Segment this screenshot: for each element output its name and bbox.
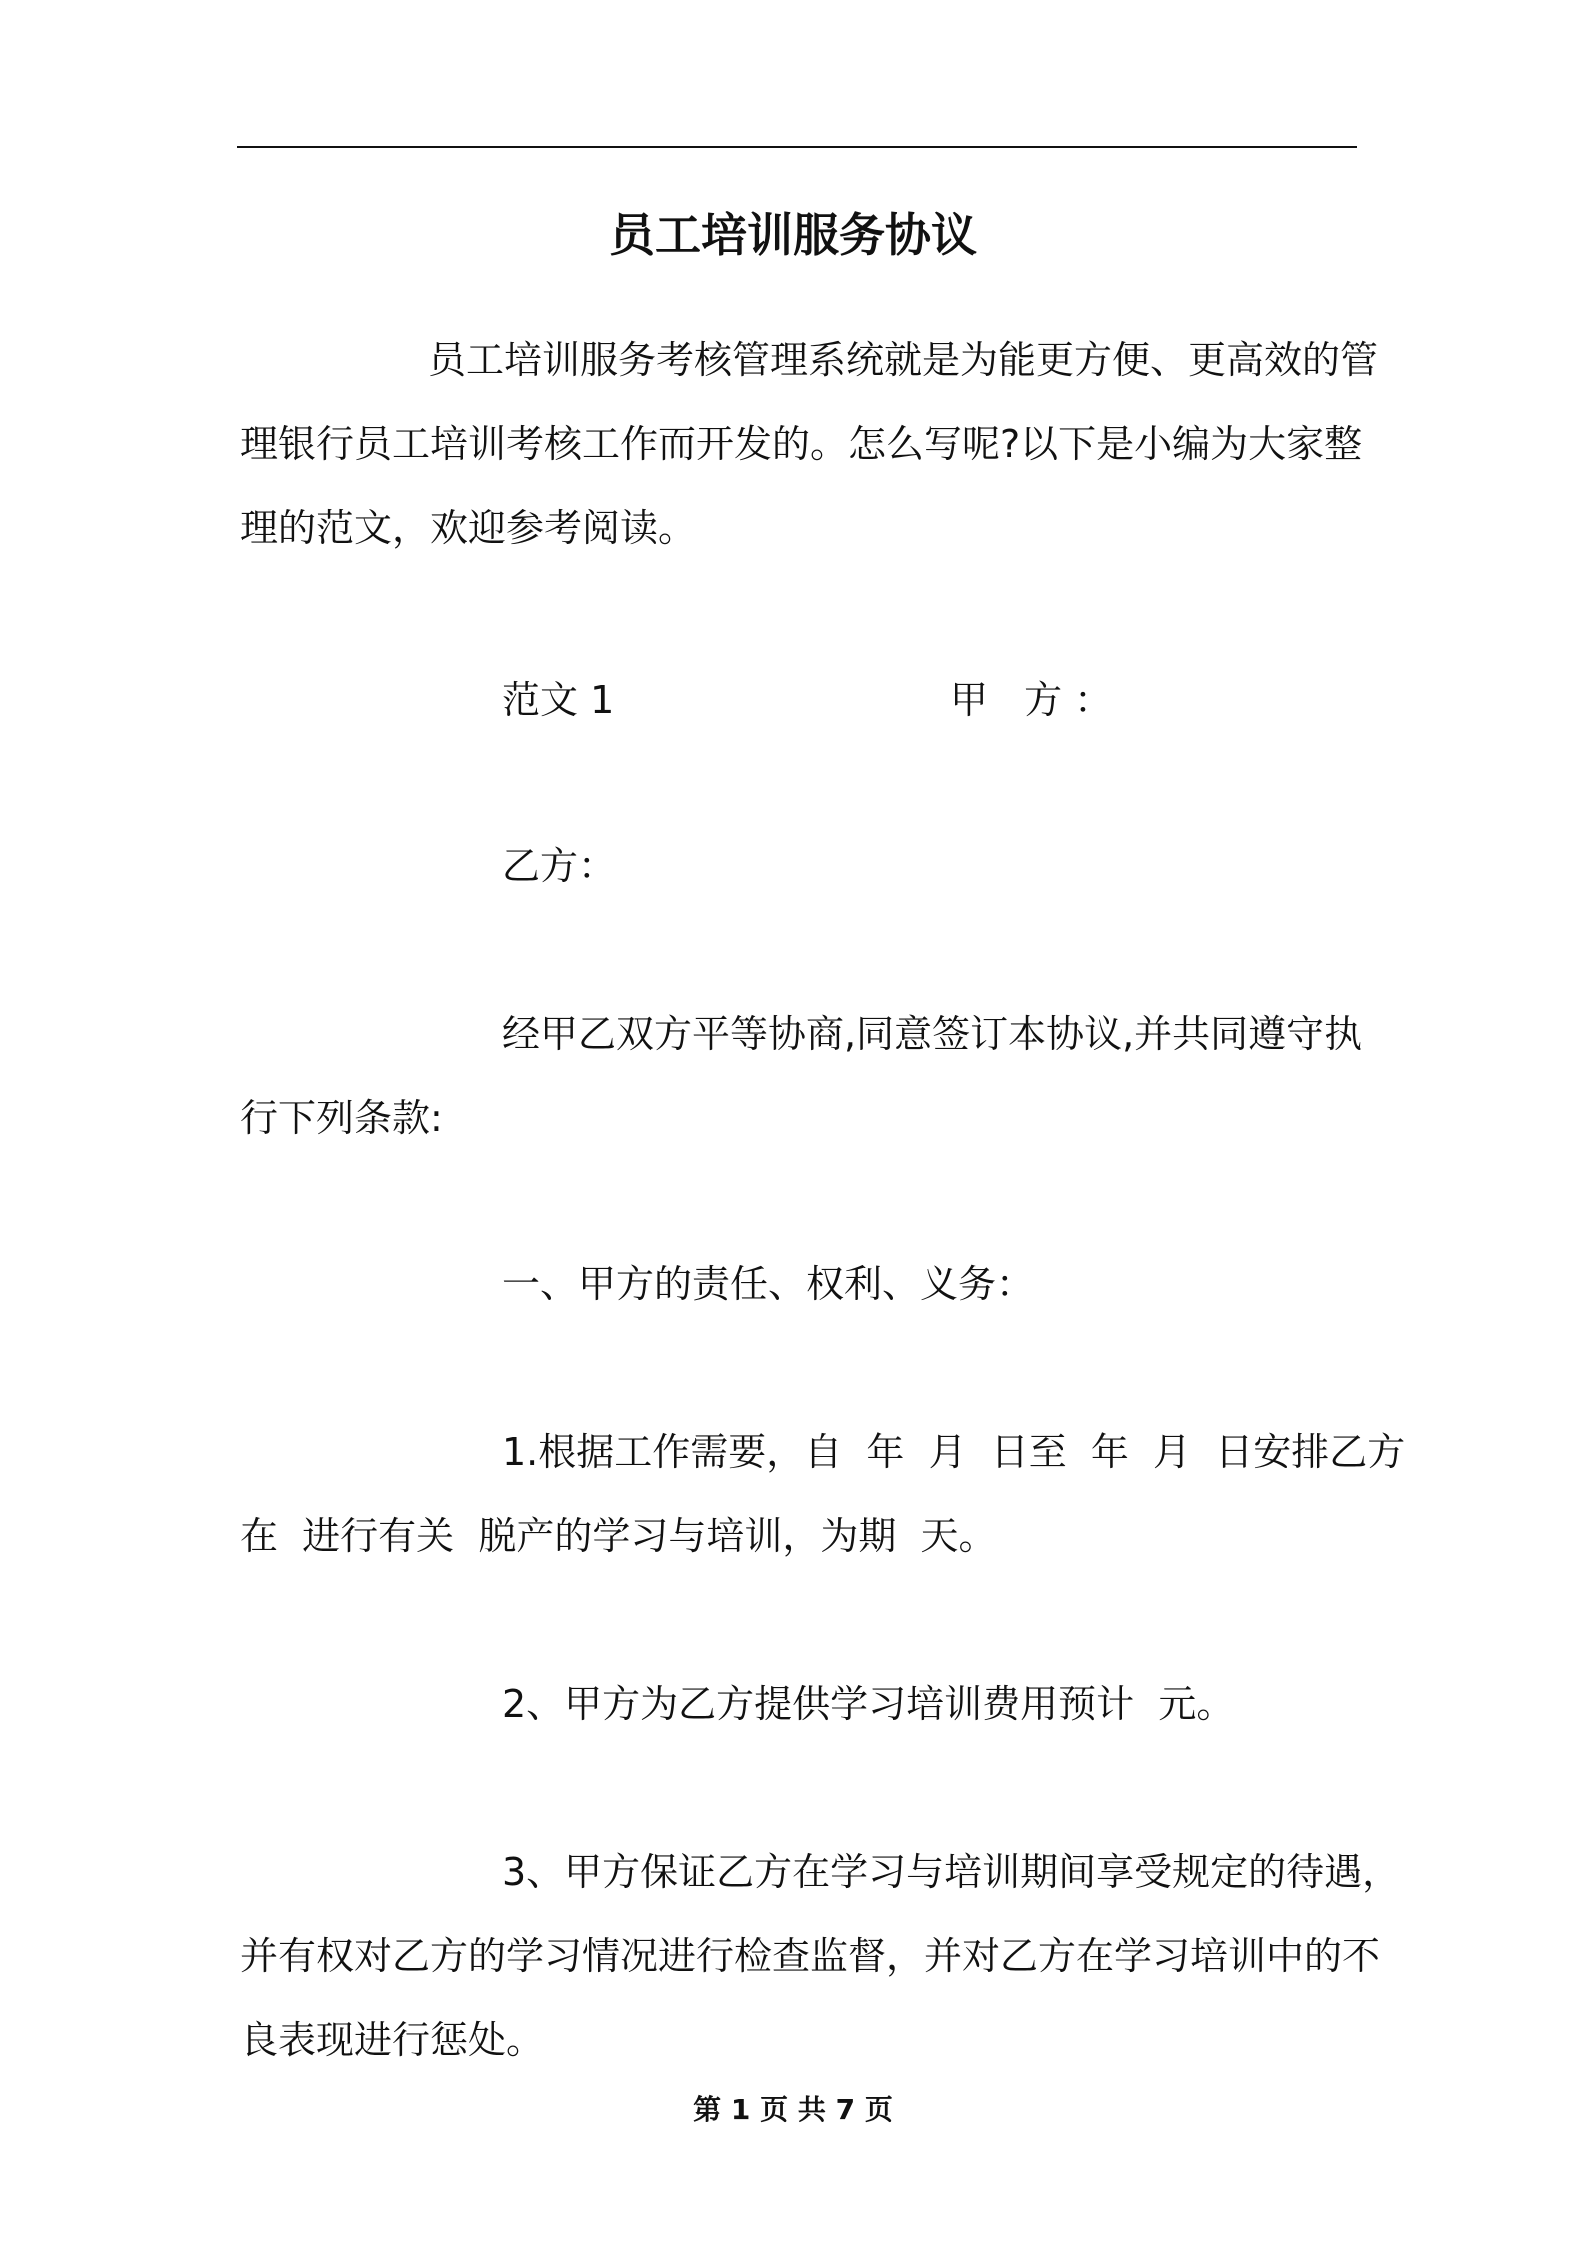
party-b-label: 乙方：	[502, 844, 617, 888]
preamble-line-2: 行下列条款:	[240, 1096, 443, 1140]
intro-line-2: 理银行员工培训考核工作而开发的。怎么写呢?以下是小编为大家整	[240, 422, 1363, 466]
party-b-paragraph	[240, 824, 1360, 908]
clause-2	[240, 1662, 1360, 1746]
page-indicator: 第 1 页 共 7 页	[693, 2093, 893, 2126]
party-a-label: 甲 方：	[950, 678, 1125, 722]
section-1-heading-text: 一、甲方的责任、权利、义务：	[502, 1262, 1035, 1306]
clause-3	[240, 1830, 1401, 2082]
preamble-line-1: 经甲乙双方平等协商,同意签订本协议,并共同遵守执	[502, 1012, 1363, 1056]
intro-line-3: 理的范文，欢迎参考阅读。	[240, 506, 697, 550]
intro-line-1: 员工培训服务考核管理系统就是为能更方便、更高效的管	[428, 338, 1379, 382]
clause-1	[240, 1410, 1406, 1578]
clause-2-line-1: 2、甲方为乙方提供学习培训费用预计 元。	[502, 1682, 1235, 1726]
section-1-heading	[240, 1242, 1360, 1326]
clause-1-line-1: 1.根据工作需要，自 年 月 日至 年 月 日安排乙方	[502, 1430, 1406, 1474]
header-divider	[237, 146, 1357, 148]
sample-header-row	[502, 658, 1125, 742]
document-title: 员工培训服务协议	[609, 208, 977, 262]
clause-1-line-2: 在 进行有关 脱产的学习与培训，为期 天。	[240, 1514, 997, 1558]
sample-label: 范文 1	[502, 678, 615, 722]
preamble-paragraph	[240, 992, 1363, 1160]
clause-3-line-3: 良表现进行惩处。	[240, 2018, 545, 2062]
clause-3-line-2: 并有权对乙方的学习情况进行检查监督，并对乙方在学习培训中的不	[240, 1934, 1381, 1978]
intro-paragraph	[240, 318, 1379, 570]
clause-3-line-1: 3、甲方保证乙方在学习与培训期间享受规定的待遇，	[502, 1850, 1401, 1894]
